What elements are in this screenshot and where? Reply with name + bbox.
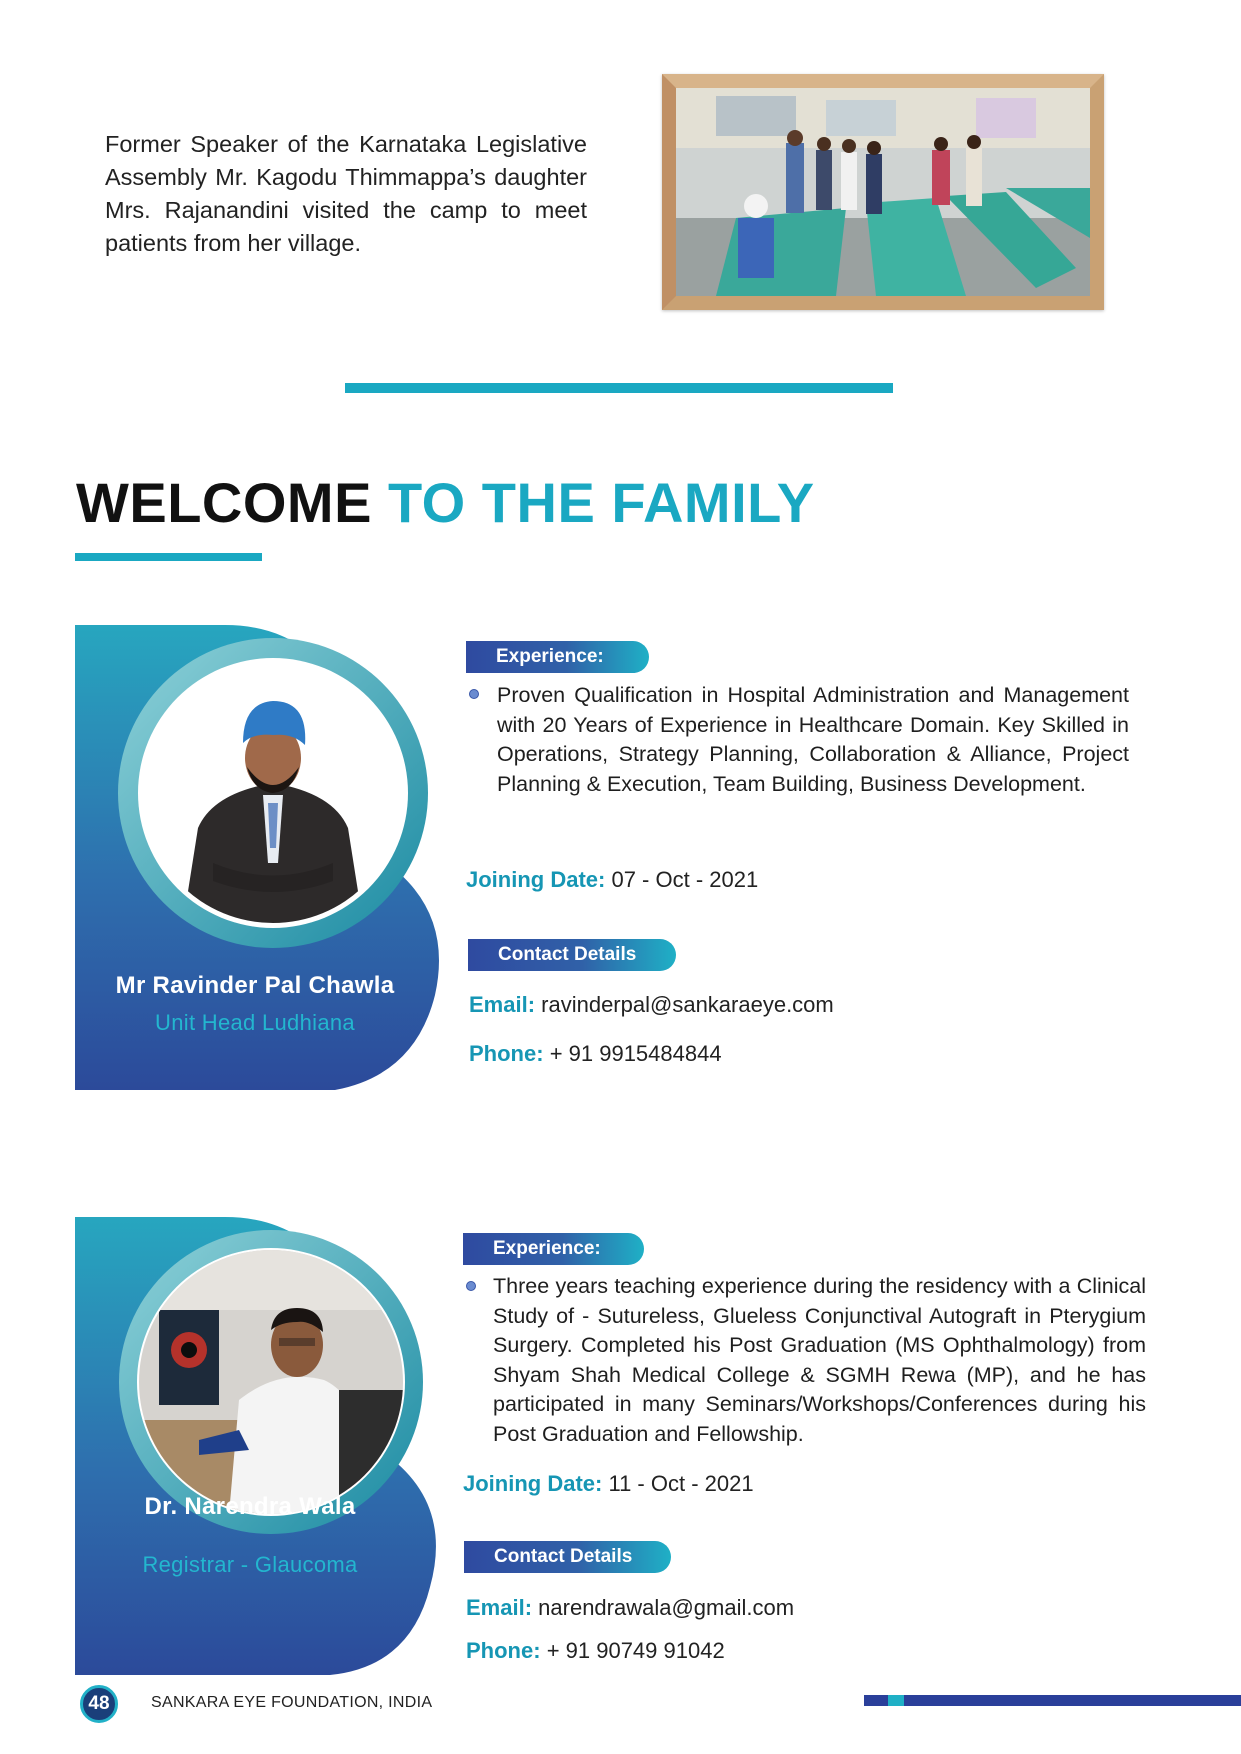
email-label: Email:: [469, 992, 536, 1017]
phone-line: [469, 1041, 722, 1067]
profile-card: [75, 625, 455, 1090]
heading-underline: [75, 553, 262, 561]
contact-details-label: Contact Details: [468, 939, 676, 971]
email-line: [466, 1595, 794, 1621]
profile-role: Unit Head Ludhiana: [155, 1010, 355, 1035]
intro-paragraph: Former Speaker of the Karnataka Legislative Assembly Mr. Kagodu Thimmappa’s daughter Mrs. Rajanandini visited the camp to meet patients from her village.: [105, 131, 587, 256]
phone-value[interactable]: + 91 90749 91042: [546, 1638, 725, 1663]
experience-text: Proven Qualification in Hospital Administration and Management with 20 Years of Experience in Healthcare Domain. Key Skilled in Operations, Strategy Planning, Collaboration & Alliance, Project Planning & Execution, Team Building, Business Development.: [497, 683, 1129, 796]
joining-date-value: 07 - Oct - 2021: [611, 867, 759, 892]
profile-name: Dr. Narendra Wala: [144, 1493, 356, 1520]
phone-label: Phone:: [469, 1041, 544, 1066]
heading-welcome: WELCOME: [76, 471, 372, 534]
bullet-icon: [466, 1281, 476, 1291]
phone-value[interactable]: + 91 9915484844: [549, 1041, 722, 1066]
profile-photo: [139, 1250, 403, 1514]
footer-organization: SANKARA EYE FOUNDATION, INDIA: [151, 1694, 433, 1711]
page-heading: [76, 470, 815, 535]
experience-text: Three years teaching experience during the residency with a Clinical Study of - Sutureless, Glueless Conjunctival Autograft in Pterygium Surgery. Completed his Post Graduation (MS Ophthalmology) from Shyam Shah Medical College & SGMH Rewa (MP), and he has participated in many Seminars/Workshops/Conferences during his Post Graduation and Fellowship.: [493, 1274, 1146, 1446]
profile-role: Registrar - Glaucoma: [142, 1552, 358, 1577]
heading-family: TO THE FAMILY: [387, 471, 815, 534]
footer-bar: [904, 1695, 1241, 1706]
joining-date-label: Joining Date:: [463, 1471, 603, 1496]
section-divider: [345, 383, 893, 393]
camp-photo: [662, 74, 1104, 310]
joining-date-label: Joining Date:: [466, 867, 606, 892]
phone-label: Phone:: [466, 1638, 541, 1663]
joining-date: [463, 1471, 754, 1497]
email-line: [469, 992, 834, 1018]
profile-photo: [143, 663, 403, 923]
footer-bar: [864, 1695, 888, 1706]
phone-line: [466, 1638, 725, 1664]
page-number: 48: [80, 1685, 118, 1723]
email-value[interactable]: narendrawala@gmail.com: [538, 1595, 795, 1620]
experience-label: Experience:: [466, 641, 649, 673]
profile-name: Mr Ravinder Pal Chawla: [115, 972, 395, 999]
footer-bar-accent: [888, 1695, 904, 1706]
email-label: Email:: [466, 1595, 533, 1620]
joining-date-value: 11 - Oct - 2021: [608, 1471, 754, 1496]
email-value[interactable]: ravinderpal@sankaraeye.com: [541, 992, 834, 1017]
joining-date: [466, 867, 758, 893]
contact-details-label: Contact Details: [464, 1541, 671, 1573]
bullet-icon: [469, 689, 479, 699]
experience-label: Experience:: [463, 1233, 644, 1265]
profile-card: [75, 1217, 455, 1675]
